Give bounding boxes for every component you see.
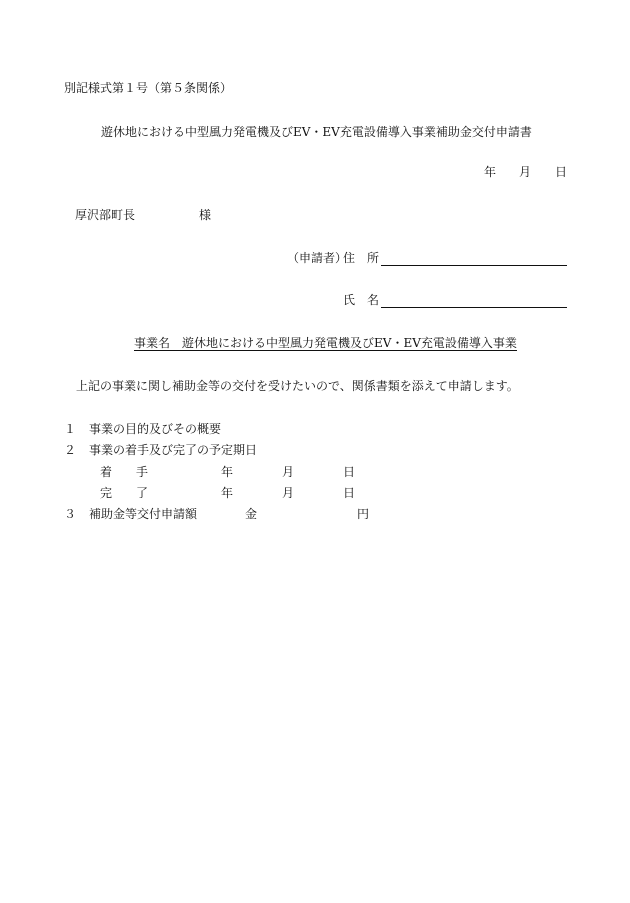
project-label: 事業名 bbox=[134, 336, 171, 350]
project-name: 遊休地における中型風力発電機及びEV・EV充電設備導入事業 bbox=[182, 336, 517, 350]
item3-number: ３ bbox=[64, 507, 77, 521]
addressee-honorific: 様 bbox=[199, 208, 212, 222]
start-label: 着 手 bbox=[100, 465, 149, 479]
date-day: 日 bbox=[555, 165, 568, 179]
end-label: 完 了 bbox=[100, 486, 149, 500]
amount-prefix: 金 bbox=[245, 507, 258, 521]
project-line bbox=[134, 337, 517, 351]
item2-label: 事業の着手及び完了の予定期日 bbox=[89, 443, 258, 457]
start-day: 日 bbox=[343, 465, 356, 479]
address-input-line[interactable] bbox=[381, 252, 567, 266]
amount-suffix: 円 bbox=[357, 507, 370, 521]
item2-number: ２ bbox=[64, 443, 77, 457]
addressee-name: 厚沢部町長 bbox=[75, 208, 136, 222]
start-year: 年 bbox=[221, 465, 234, 479]
item3-label: 補助金等交付申請額 bbox=[89, 507, 198, 521]
item1-label: 事業の目的及びその概要 bbox=[89, 422, 222, 436]
applicant-role: （申請者） bbox=[287, 251, 348, 265]
end-year: 年 bbox=[221, 486, 234, 500]
date-year: 年 bbox=[484, 165, 497, 179]
name-input-line[interactable] bbox=[381, 294, 567, 308]
name-label: 氏 名 bbox=[343, 293, 380, 307]
item1-number: １ bbox=[64, 422, 77, 436]
form-title: 遊休地における中型風力発電機及びEV・EV充電設備導入事業補助金交付申請書 bbox=[101, 125, 532, 139]
address-label: 住 所 bbox=[343, 251, 380, 265]
end-day: 日 bbox=[343, 486, 356, 500]
start-month: 月 bbox=[282, 465, 295, 479]
date-month: 月 bbox=[519, 165, 532, 179]
application-statement: 上記の事業に関し補助金等の交付を受けたいので、関係書類を添えて申請します。 bbox=[76, 379, 519, 393]
end-month: 月 bbox=[282, 486, 295, 500]
form-id: 別記様式第１号（第５条関係） bbox=[64, 81, 233, 95]
